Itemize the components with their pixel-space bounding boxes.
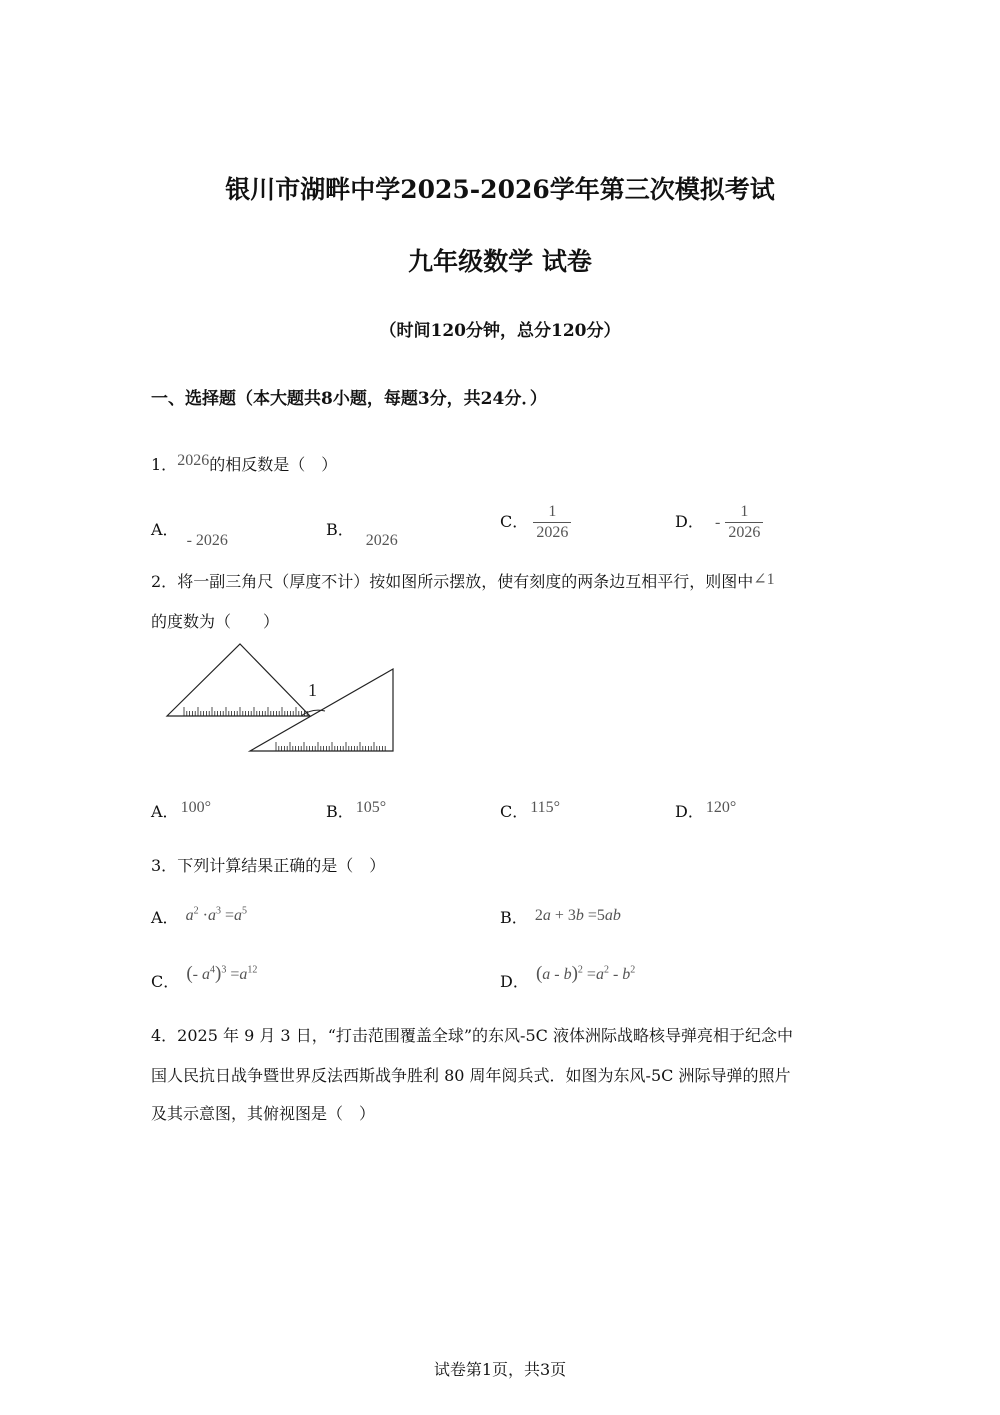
option-value: 115° bbox=[530, 799, 561, 816]
option-value: - 2026 bbox=[186, 532, 228, 549]
fraction-denominator: 2026 bbox=[536, 524, 569, 541]
option-label: D． bbox=[675, 512, 704, 531]
left-ruler-ticks bbox=[184, 707, 307, 716]
section-heading: 一、选择题（本大题共8小题，每题3分，共24分．） bbox=[151, 389, 547, 409]
option-value: 120° bbox=[705, 799, 737, 816]
left-triangle bbox=[167, 644, 310, 716]
page-footer: 试卷第1页，共3页 bbox=[433, 1360, 567, 1379]
q1-option-d[interactable] bbox=[675, 502, 763, 543]
q3-option-c[interactable] bbox=[151, 963, 258, 993]
q1-option-c[interactable] bbox=[500, 502, 571, 543]
exam-subtitle: 九年级数学 试卷 bbox=[408, 247, 592, 276]
option-value: 2026 bbox=[365, 532, 398, 549]
fraction-denominator: 2026 bbox=[728, 524, 761, 541]
triangles-figure bbox=[160, 636, 400, 756]
formula-b: 2a + 3b =5ab bbox=[534, 907, 621, 924]
q1-option-a[interactable] bbox=[151, 517, 228, 549]
q2-option-b[interactable] bbox=[326, 799, 386, 822]
exam-title: 银川市湖畔中学2025-2026学年第三次模拟考试 bbox=[225, 175, 775, 204]
math-expression: 2026 bbox=[177, 452, 210, 469]
fraction-numerator: 1 bbox=[533, 502, 571, 523]
right-ruler-ticks bbox=[276, 742, 385, 751]
option-label: D． bbox=[500, 972, 529, 991]
angle-symbol: ∠1 bbox=[753, 571, 775, 588]
formula-d: $(a - b)^2 =a^2 - b^2$ bbox=[535, 963, 636, 984]
q1-option-b[interactable] bbox=[326, 517, 398, 549]
question-1 bbox=[151, 452, 337, 475]
option-value: 100° bbox=[180, 799, 211, 816]
question-4-line2: 国人民抗日战争暨世界反法西斯战争胜利 80 周年阅兵式．如图为东风-5C 洲际导弹的照片 bbox=[151, 1066, 791, 1085]
option-label: C． bbox=[151, 972, 180, 991]
question-number: 3． bbox=[151, 856, 178, 875]
q3-option-d[interactable] bbox=[500, 963, 636, 993]
time-info: （时间120分钟，总分120分） bbox=[379, 321, 621, 341]
option-label: A． bbox=[151, 520, 179, 539]
question-text: 的相反数是（ ） bbox=[209, 455, 338, 474]
option-label: B． bbox=[326, 802, 354, 821]
q3-option-a[interactable] bbox=[151, 905, 247, 928]
option-label: A． bbox=[151, 802, 179, 821]
question-text: 将一副三角尺（厚度不计）按如图所示摆放，使有刻度的两条边互相平行，则图中 bbox=[177, 572, 754, 591]
question-4-line1: 4．2025 年 9 月 3 日，“打击范围覆盖全球”的东风-5C 液体洲际战略核导弹亮相于纪念中 bbox=[151, 1026, 793, 1045]
formula-c: (- $a^4)^3 =a^{12}$ bbox=[186, 963, 258, 984]
q2-option-d[interactable] bbox=[675, 799, 736, 822]
q2-option-c[interactable] bbox=[500, 799, 560, 822]
fraction bbox=[533, 502, 571, 543]
option-label: B． bbox=[326, 520, 354, 539]
question-4-line3: 及其示意图，其俯视图是（ ） bbox=[151, 1104, 376, 1123]
angle-label: 1 bbox=[308, 680, 317, 700]
question-2 bbox=[151, 569, 775, 592]
question-number: 2． bbox=[151, 572, 178, 591]
option-label: C． bbox=[500, 802, 529, 821]
question-3 bbox=[151, 853, 385, 876]
formula-a: $a^2 \cdot a^3 =a^5$ bbox=[185, 905, 248, 924]
option-label: B． bbox=[500, 908, 528, 927]
minus-sign: - bbox=[714, 514, 721, 531]
option-label: C． bbox=[500, 512, 529, 531]
fraction bbox=[725, 502, 763, 543]
option-value: 105° bbox=[355, 799, 387, 816]
question-2-line2: 的度数为（ ） bbox=[151, 612, 280, 631]
option-label: D． bbox=[675, 802, 704, 821]
fraction-numerator: 1 bbox=[725, 502, 763, 523]
q2-option-a[interactable] bbox=[151, 799, 211, 822]
q3-option-b[interactable] bbox=[500, 905, 621, 928]
option-label: A． bbox=[151, 908, 179, 927]
question-number: 1． bbox=[151, 455, 178, 474]
question-text: 下列计算结果正确的是（ ） bbox=[177, 856, 386, 875]
